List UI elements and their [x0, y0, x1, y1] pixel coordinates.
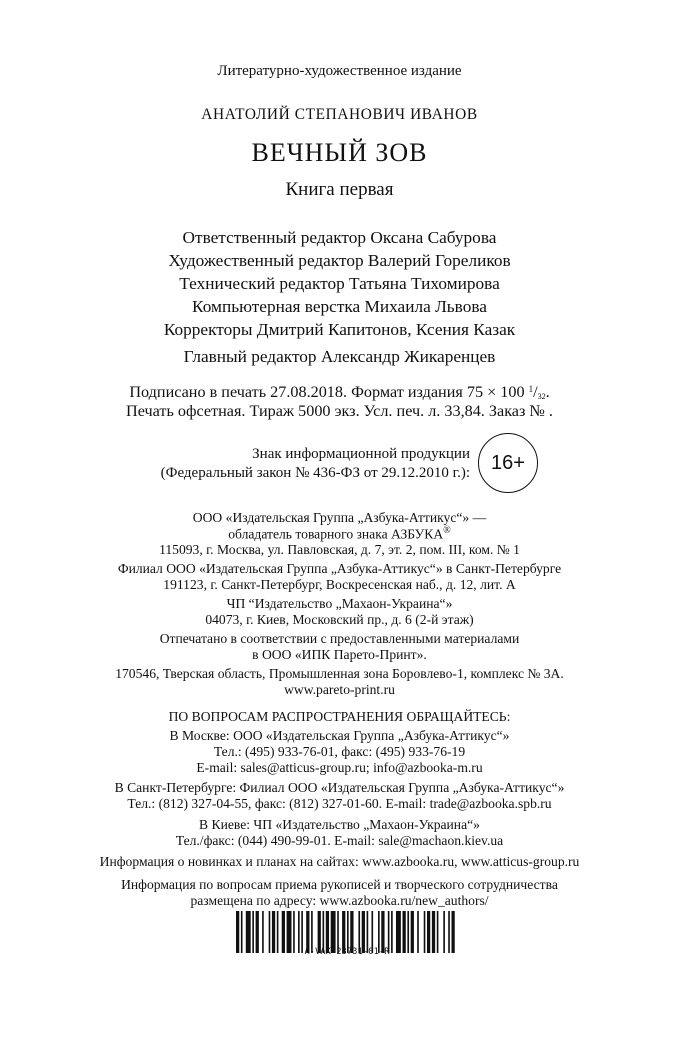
publisher-line: 04073, г. Киев, Московский пр., д. 6 (2-й этаж) — [205, 612, 474, 627]
info-manuscripts: размещена по адресу: www.azbooka.ru/new_authors/ — [190, 893, 489, 908]
info-manuscripts: Информация по вопросам приема рукописей и творческого сотрудничества — [121, 877, 558, 892]
distribution-line: В Санкт-Петербурге: Филиал ООО «Издательская Группа „Азбука-Аттикус“» — [114, 780, 565, 795]
printer-line: 170546, Тверская область, Промышленная зона Боровлево-1, комплекс № 3А. — [115, 666, 564, 681]
author-name: АНАТОЛИЙ СТЕПАНОВИЧ ИВАНОВ — [201, 106, 478, 123]
publisher-line: 115093, г. Москва, ул. Павловская, д. 7, эт. 2, пом. III, ком. № 1 — [159, 542, 520, 557]
staff-line: Ответственный редактор Оксана Сабурова — [182, 228, 497, 247]
publisher-line: Филиал ООО «Издательская Группа „Азбука-Аттикус“» в Санкт-Петербурге — [117, 561, 562, 576]
distribution-line: Тел.: (812) 327-04-55, факс: (812) 327-01-60. E-mail: trade@azbooka.spb.ru — [127, 796, 552, 811]
staff-line: Корректоры Дмитрий Капитонов, Ксения Казак — [163, 320, 516, 339]
book-title: ВЕЧНЫЙ ЗОВ — [251, 138, 428, 167]
print-info-line1: Подписано в печать 27.08.2018. Формат издания 75 × 100 $^1/_{32}$. — [129, 383, 550, 401]
distribution-line: В Москве: ООО «Издательская Группа „Азбука-Аттикус“» — [169, 728, 510, 743]
staff-line: Художественный редактор Валерий Гореликов — [168, 251, 511, 270]
staff-line: Компьютерная верстка Михаила Львова — [192, 297, 487, 316]
distribution-line: E-mail: sales@atticus-group.ru; info@azbooka-m.ru — [196, 760, 483, 775]
distribution-heading: ПО ВОПРОСАМ РАСПРОСТРАНЕНИЯ ОБРАЩАЙТЕСЬ: — [168, 709, 511, 724]
publisher-line: ЧП “Издательство „Махаон-Украина“» — [226, 596, 453, 611]
staff-line: Технический редактор Татьяна Тихомирова — [179, 274, 500, 293]
printer-line: в ООО «ИПК Парето-Принт». — [252, 647, 427, 662]
age-rating-label: Знак информационной продукции (Федеральный закон № 436-ФЗ от 29.12.2010 г.): — [160, 446, 470, 481]
chief-editor: Главный редактор Александр Жикаренцев — [183, 347, 496, 366]
distribution-line: Тел./факс: (044) 490-99-01. E-mail: sale@machaon.kiev.ua — [175, 833, 504, 848]
book-subtitle: Книга первая — [285, 179, 394, 200]
barcode-code: A-VAK-23731-01-R — [304, 947, 390, 957]
publisher-line: 191123, г. Санкт-Петербург, Воскресенская наб., д. 12, лит. А — [163, 577, 516, 592]
printer-line: Отпечатано в соответствии с предоставленными материалами — [159, 631, 520, 646]
distribution-line: Тел.: (495) 933-76-01, факс: (495) 933-76-19 — [213, 744, 466, 759]
distribution-line: В Киеве: ЧП «Издательство „Махаон-Украина“» — [199, 817, 480, 832]
publisher-line: ООО «Издательская Группа „Азбука-Аттикус“» — — [192, 510, 487, 525]
edition-type: Литературно-художественное издание — [217, 63, 462, 79]
printer-line: www.pareto-print.ru — [284, 682, 395, 697]
age-rating-badge: 16+ — [478, 433, 538, 493]
info-sites: Информация о новинках и планах на сайтах: www.azbooka.ru, www.atticus-group.ru — [99, 854, 580, 869]
print-info-line2: Печать офсетная. Тираж 5000 экз. Усл. печ. л. 33,84. Заказ № . — [126, 402, 553, 420]
publisher-line: обладатель товарного знака АЗБУКА® — [228, 525, 451, 542]
